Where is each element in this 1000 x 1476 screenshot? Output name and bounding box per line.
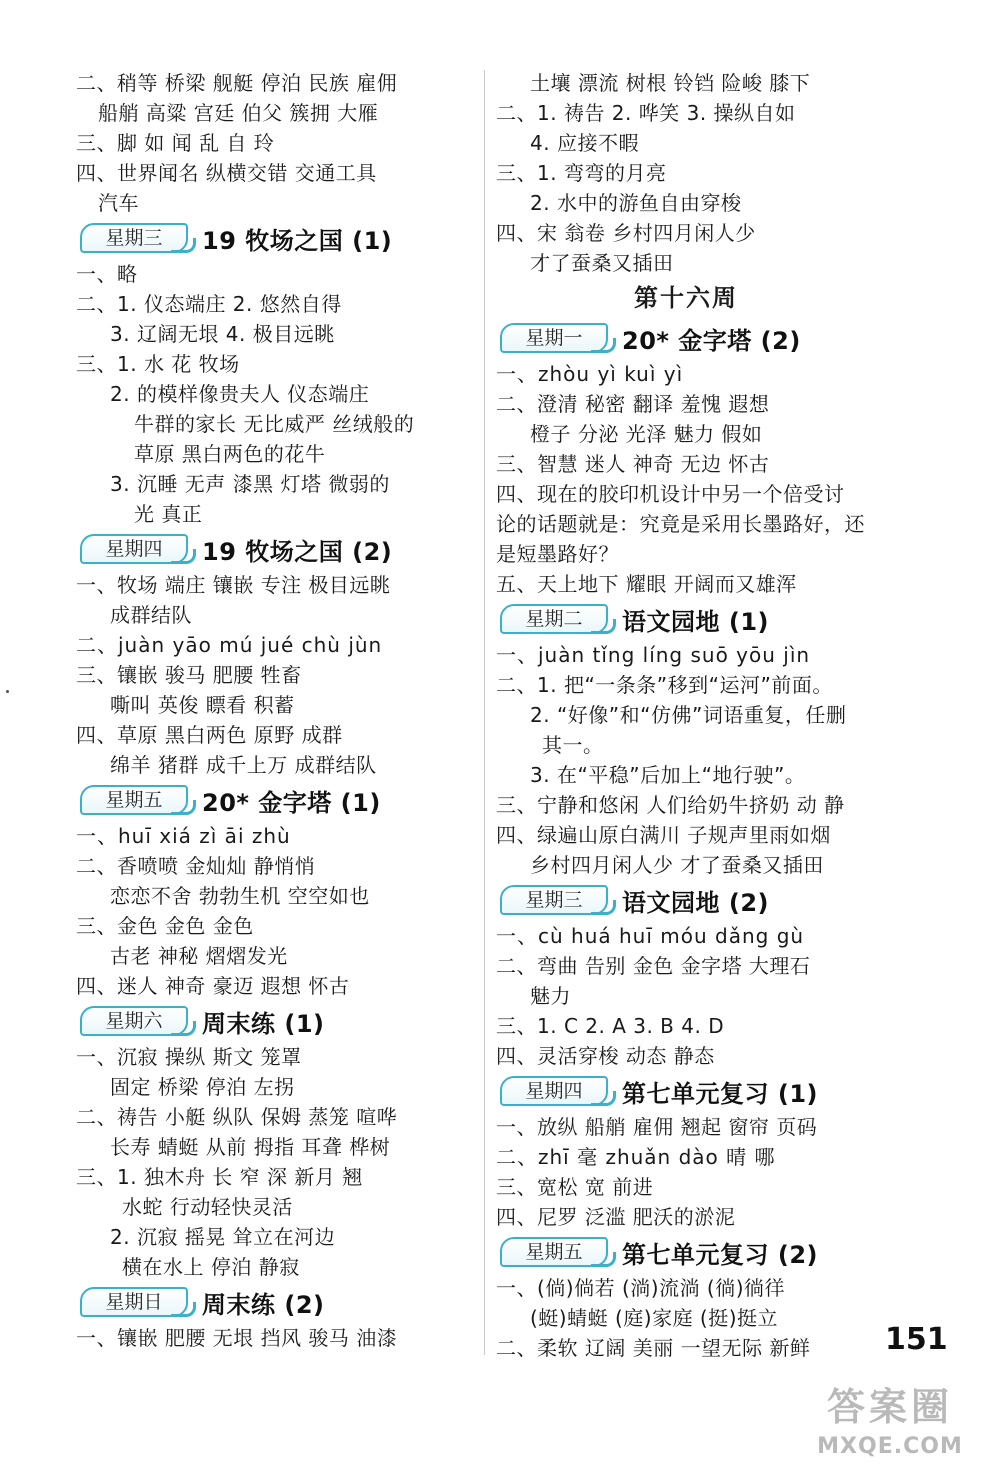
answer-line: 橙子 分泌 光泽 魅力 假如: [530, 422, 763, 446]
answer-line: 一、沉寂 操纵 斯文 笼罩: [76, 1045, 302, 1069]
page-number: 151: [885, 1322, 948, 1357]
lesson-title: 语文园地 (1): [622, 607, 769, 636]
answer-line: 四、草原 黑白两色 原野 成群: [76, 723, 343, 747]
lesson-title: 语文园地 (2): [622, 888, 769, 917]
left-column: [76, 68, 476, 1353]
answer-line: 二、弯曲 告别 金色 金字塔 大理石: [496, 954, 811, 978]
lesson-title: 第七单元复习 (2): [622, 1240, 818, 1269]
answer-line: 横在水上 停泊 静寂: [122, 1255, 300, 1279]
answer-line: 一、略: [76, 262, 138, 286]
answer-line: 二、1. 祷告 2. 哗笑 3. 操纵自如: [496, 101, 796, 125]
answer-line: (蜓)蜻蜓 (庭)家庭 (挺)挺立: [530, 1306, 779, 1330]
watermark-text: 答案圈: [826, 1385, 953, 1429]
section-header: [496, 1072, 876, 1110]
answer-line: 2. 水中的游鱼自由穿梭: [530, 191, 742, 215]
answer-line: 一、放纵 船艄 雇佣 翘起 窗帘 页码: [496, 1115, 818, 1139]
answer-line: 4. 应接不暇: [530, 131, 639, 155]
answer-line: 3. 辽阔无垠 4. 极目远眺: [110, 322, 335, 346]
answer-line: 五、天上地下 耀眼 开阔而又雄浑: [496, 572, 797, 596]
lesson-title: 周末练 (2): [202, 1290, 325, 1319]
answer-line: 水蛇 行动轻快灵活: [122, 1195, 293, 1219]
answer-line: 二、稍等 桥梁 舰艇 停泊 民族 雇佣: [76, 71, 398, 95]
weekday-tab: 星期二: [500, 604, 608, 634]
answer-line: 三、镶嵌 骏马 肥腰 牲畜: [76, 663, 302, 687]
answer-line: 三、宽松 宽 前进: [496, 1175, 654, 1199]
weekday-tab: 星期五: [500, 1237, 608, 1267]
watermark-url: MXQE.COM: [817, 1434, 963, 1459]
answer-line: 牛群的家长 无比威严 丝绒般的: [134, 412, 415, 436]
column-divider: [484, 70, 485, 1355]
answer-line: 三、1. C 2. A 3. B 4. D: [496, 1014, 725, 1038]
answer-line: 一、(倘)倘若 (淌)流淌 (徜)徜徉: [496, 1276, 786, 1300]
section-header: [76, 219, 476, 257]
pinyin-answer-line: 一、juàn tǐng líng suō yōu jìn: [496, 643, 811, 667]
answer-line: 3. 沉睡 无声 漆黑 灯塔 微弱的: [110, 472, 390, 496]
answer-line: 成群结队: [110, 603, 192, 627]
section-header: [76, 781, 476, 819]
answer-line: 乡村四月闲人少 才了蚕桑又插田: [530, 853, 824, 877]
answer-line: 四、迷人 神奇 豪迈 遐想 怀古: [76, 974, 350, 998]
scan-dot: [6, 690, 9, 693]
answer-line: 一、镶嵌 肥腰 无垠 挡风 骏马 油漆: [76, 1326, 398, 1350]
answer-line: 是短墨路好？: [496, 542, 619, 566]
pinyin-answer-line: 二、juàn yāo mú jué chù jùn: [76, 633, 383, 657]
answer-line: 3. 在“平稳”后加上“地行驶”。: [530, 763, 806, 787]
answer-line: 四、灵活穿梭 动态 静态: [496, 1044, 715, 1068]
weekday-tab: 星期日: [80, 1287, 188, 1317]
answer-line: 2. “好像”和“仿佛”词语重复，任删: [530, 703, 847, 727]
lesson-title: 19 牧场之国 (2): [202, 537, 393, 566]
answer-line: 二、祷告 小艇 纵队 保姆 蒸笼 喧哗: [76, 1105, 398, 1129]
answer-line: 四、绿遍山原白满川 子规声里雨如烟: [496, 823, 831, 847]
answer-line: 恋恋不舍 勃勃生机 空空如也: [110, 884, 370, 908]
weekday-tab: 星期四: [500, 1076, 608, 1106]
answer-line: 长寿 蜻蜓 从前 拇指 耳聋 桦树: [110, 1135, 391, 1159]
answer-line: 汽车: [98, 191, 139, 215]
section-header: [76, 530, 476, 568]
answer-line: 土壤 漂流 树根 铃铛 险峻 膝下: [530, 71, 811, 95]
answer-line: 嘶叫 英俊 瞟看 积蓄: [110, 693, 295, 717]
answer-line: 四、现在的胶印机设计中另一个倍受讨: [496, 482, 845, 506]
answer-line: 四、尼罗 泛滥 肥沃的淤泥: [496, 1205, 736, 1229]
answer-line: 二、澄清 秘密 翻译 羞愧 遐想: [496, 392, 770, 416]
weekday-tab: 星期三: [80, 223, 188, 253]
weekday-tab: 星期四: [80, 534, 188, 564]
answer-line: 二、柔软 辽阔 美丽 一望无际 新鲜: [496, 1336, 811, 1360]
section-header: [76, 1002, 476, 1040]
weekday-tab: 星期三: [500, 885, 608, 915]
lesson-title: 20* 金字塔 (2): [622, 326, 801, 355]
answer-line: 2. 沉寂 摇晃 耸立在河边: [110, 1225, 336, 1249]
answer-line: 二、香喷喷 金灿灿 静悄悄: [76, 854, 316, 878]
weekday-tab: 星期五: [80, 785, 188, 815]
pinyin-answer-line: 一、cù huá huī móu dǎng gù: [496, 924, 805, 948]
watermark-logo: [792, 1380, 988, 1470]
answer-line: 一、牧场 端庄 镶嵌 专注 极目远眺: [76, 573, 391, 597]
section-header: [496, 881, 876, 919]
answer-line: 三、1. 水 花 牧场: [76, 352, 240, 376]
lesson-title: 周末练 (1): [202, 1009, 325, 1038]
answer-line: 二、1. 把“一条条”移到“运河”前面。: [496, 673, 833, 697]
lesson-title: 19 牧场之国 (1): [202, 226, 393, 255]
answer-line: 三、金色 金色 金色: [76, 914, 254, 938]
answer-line: 四、宋 翁卷 乡村四月闲人少: [496, 221, 756, 245]
right-column: [496, 68, 876, 1363]
answer-line: 才了蚕桑又插田: [530, 251, 674, 275]
section-header: [496, 600, 876, 638]
answer-line: 三、1. 弯弯的月亮: [496, 161, 667, 185]
answer-line: 魅力: [530, 984, 571, 1008]
pinyin-answer-line: 一、zhòu yì kuì yì: [496, 362, 684, 386]
answer-line: 船艄 高粱 宫廷 伯父 簇拥 大雁: [98, 101, 379, 125]
answer-line: 绵羊 猪群 成千上万 成群结队: [110, 753, 377, 777]
lesson-title: 第七单元复习 (1): [622, 1079, 818, 1108]
answer-line: 论的话题就是：究竟是采用长墨路好，还: [496, 512, 865, 536]
answer-line: 四、世界闻名 纵横交错 交通工具: [76, 161, 377, 185]
answer-line: 古老 神秘 熠熠发光: [110, 944, 288, 968]
weekday-tab: 星期六: [80, 1006, 188, 1036]
pinyin-answer-line: 一、huī xiá zì āi zhù: [76, 824, 291, 848]
answer-line: 三、1. 独木舟 长 窄 深 新月 翘: [76, 1165, 363, 1189]
week-heading: 第十六周: [634, 284, 738, 312]
answer-line: 草原 黑白两色的花牛: [134, 442, 326, 466]
section-header: [496, 319, 876, 357]
lesson-title: 20* 金字塔 (1): [202, 788, 381, 817]
weekday-tab: 星期一: [500, 323, 608, 353]
answer-line: 固定 桥梁 停泊 左拐: [110, 1075, 295, 1099]
answer-line: 其一。: [542, 733, 604, 757]
answer-line: 二、1. 仪态端庄 2. 悠然自得: [76, 292, 342, 316]
section-header: [496, 1233, 876, 1271]
section-header: [76, 1283, 476, 1321]
answer-line: 三、脚 如 闻 乱 自 玲: [76, 131, 275, 155]
answer-line: 光 真正: [134, 502, 203, 526]
answer-line: 三、宁静和悠闲 人们给奶牛挤奶 动 静: [496, 793, 845, 817]
answer-line: 三、智慧 迷人 神奇 无边 怀古: [496, 452, 770, 476]
answer-line: 2. 的模样像贵夫人 仪态端庄: [110, 382, 370, 406]
pinyin-answer-line: 二、zhī 毫 zhuǎn dào 晴 哪: [496, 1145, 776, 1169]
